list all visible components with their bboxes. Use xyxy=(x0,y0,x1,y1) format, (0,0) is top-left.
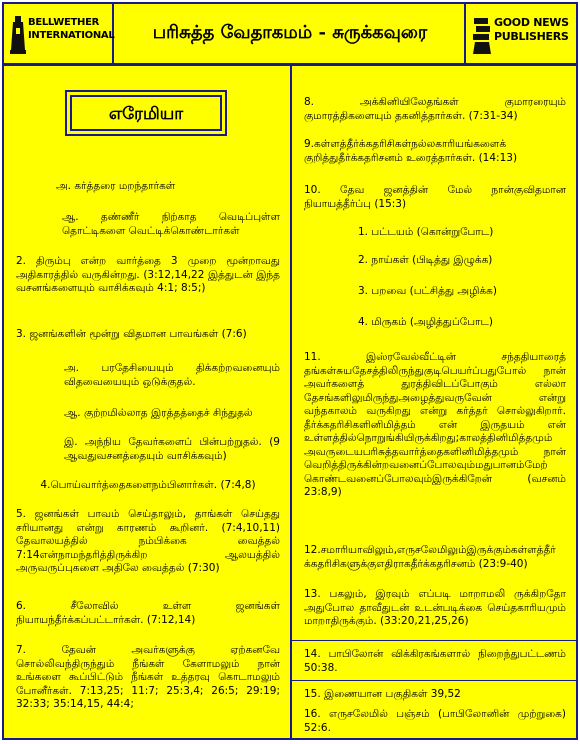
list-item: 4. மிருகம் (அழித்துப்போட) xyxy=(358,316,493,328)
list-item: 16. எருசலேமில் பஞ்சம் (பாபிலோனின் முற்றுகை) 52:6. xyxy=(304,708,566,734)
list-item: 14. பாபிலோன் விக்கிரகங்களால் நிறைந்துபட்டணம் 50:38. xyxy=(304,648,566,674)
list-item: அ. கர்த்தரை மறந்தார்கள் xyxy=(56,180,176,192)
list-item: இ. அந்நிய தேவர்களைப் பின்பற்றுதல். (9 ஆவதுவசனத்தையும் வாசிக்கவும்) xyxy=(64,436,280,462)
header-title-cell xyxy=(114,4,466,63)
list-item: 2. நாய்கள் (பிடித்து இழுக்க) xyxy=(358,254,493,266)
list-item: 11. இஸ்ரவேல்வீட்டின் சந்ததியாரைத் தங்கள்சுயதேசத்திலிருந்துகுடிபெயர்ப்பதுபோல் நான் அவர்களைத் துரத்திவிடப்போகும் எல்லா தேசங்களிலுமிருந்துஅழைத்துவருவேன் என்று வந்தகாலம் வருகிறது என்று கர்த்தர் சொல்லுகிறார். தீர்க்கதரிசிகளினிமித்தம் என் இருதயம் என் உள்ளத்தில்நொறுங்கியிருக்கிறது;காலத்தினிமித்தமும் அவருடையபரிசுத்தவார்த்தைகளினிமித்தமும் நான் வெறித்திருக்கின்றவனைப்போலவும்மதுபானம்மேற் கொண்டவனைப்போலவும்இருக்கிறேன் (வசனம் 23:8,9) xyxy=(304,351,566,498)
logo-line-1: GOOD NEWS xyxy=(494,16,569,29)
divider xyxy=(292,680,576,681)
list-item: 3. ஜனங்களின் மூன்று விதமான பாவங்கள் (7:6) xyxy=(16,328,247,340)
bell-tower-icon xyxy=(10,14,26,54)
bellwether-logo xyxy=(4,4,114,63)
list-item: 8. அக்கினியிலேதங்கள் குமாரரையும் குமாரத்திகளையும் தகனித்தார்கள். (7:31-34) xyxy=(304,96,566,122)
page xyxy=(2,2,578,740)
logo-line-2: PUBLISHERS xyxy=(494,30,569,43)
list-item: 6. சீலோவில் உள்ள ஜனங்கள் நியாயந்தீர்க்கப்பட்டார்கள். (7:12,14) xyxy=(16,600,280,626)
list-item: 5. ஜனங்கள் பாவம் செய்தாலும், தாங்கள் செய்தது சரியானது என்று காரணம் கூறினர். (7:4,10,11) தேவாலயத்தில் நம்பிக்கை வைத்தல் 7:14என்நாமந்தரித்திருக்கிற ஆலயத்தில் அருவருப்புகளை அதிலே வைத்தல் (7:30) xyxy=(16,508,280,574)
list-item: 15. இணையான பகுதிகள் 39,52 xyxy=(304,688,461,700)
list-item: 9.கள்ளத்தீர்க்கதரிசிகள்நல்லகாரியங்களைக் குறித்துதீர்க்கதரிசனம் உரைத்தார்கள். (14:13) xyxy=(304,138,518,164)
left-column xyxy=(4,66,292,738)
list-item: 3. பறவை (பட்சித்து அழிக்க) xyxy=(358,285,497,297)
header xyxy=(4,4,576,66)
list-item: ஆ. குற்றமில்லாத இரத்தத்தைச் சிந்துதல் xyxy=(64,407,253,419)
book-title: எரேமியா xyxy=(70,95,222,131)
logo-line-2: INTERNATIONAL xyxy=(28,30,115,41)
list-item: 12.சமாரியாவிலும்,எருசலேமிலும்இருக்கும்கள்ளத்தீர் க்கதரிசிகளுக்குஎதிராகதீர்க்கதரிசனம் (23:9-40) xyxy=(304,544,556,570)
list-item: ஆ. தண்ணீர் நிற்காத வெடிப்புள்ள தொட்டிகளை வெட்டிக்கொண்டார்கள் xyxy=(62,211,280,237)
list-item: 13. பகலும், இரவும் எப்படி மாறாமலி ருக்கிறதோ அதுபோல தாவீதுடன் உடன்படிக்கை செய்தகாரியமும் மாறாதிருக்கும். (33:20,21,25,26) xyxy=(304,588,566,627)
book-stack-icon xyxy=(472,14,492,56)
page-title: பரிசுத்த வேதாகமம் - சுருக்கவுரை xyxy=(152,22,428,43)
list-item: 1. பட்டயம் (கொன்றுபோட) xyxy=(358,226,494,238)
good-news-logo xyxy=(466,4,576,63)
divider xyxy=(292,640,576,641)
list-item: 2. திரும்பு என்ற வார்த்தை 3 முறை மூன்றாவது அதிகாரத்தில் வருகின்றது. (3:12,14,22 இத்துடன் இந்த வசனங்களையும் வாசிக்கவும் 4:1; 8:5;) xyxy=(16,255,280,294)
right-column xyxy=(292,66,576,738)
list-item: 7. தேவன் அவர்களுக்கு ஏற்கனவே சொல்லிவந்திருந்தும் நீங்கள் கேளாமலும் நான் உங்களை கூப்பிட்டும் நீங்கள் உத்தரவு கொடாமலும் போனீர்கள். 7:13,25; 11:7; 25:3,4; 26:5; 29:19; 32:33; 35:14,15, 44:4; xyxy=(16,644,280,710)
list-item: 4.பொய்வார்த்தைகளைநம்பினார்கள். (7:4,8) xyxy=(40,479,256,491)
list-item: 10. தேவ ஜனத்தின் மேல் நான்குவிதமான நியாயத்தீர்ப்பு (15:3) xyxy=(304,184,566,210)
logo-line-1: BELLWETHER xyxy=(28,17,100,28)
book-title-box xyxy=(65,90,227,136)
list-item: அ. பரதேசியையும் திக்கற்றவனையும் விதவையையும் ஒடுக்குதல். xyxy=(64,362,280,388)
